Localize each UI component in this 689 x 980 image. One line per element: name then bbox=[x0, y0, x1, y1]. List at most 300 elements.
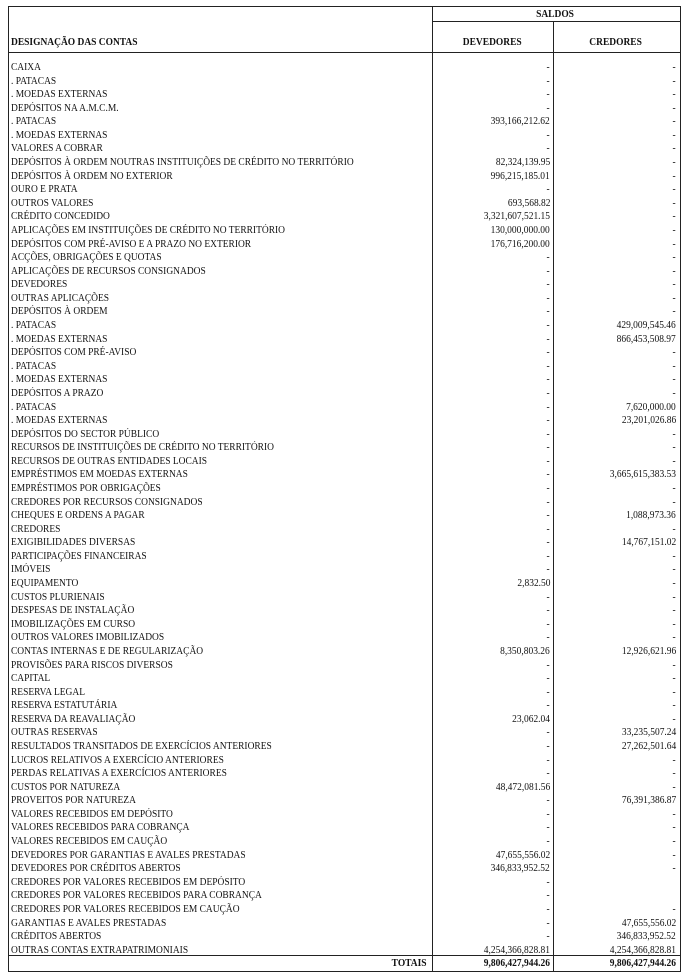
saldos-label: SALDOS bbox=[536, 8, 575, 20]
table-row bbox=[9, 808, 679, 822]
credores-value-cell bbox=[672, 360, 676, 374]
account-name-cell bbox=[11, 672, 57, 686]
credores-value: 1,088,973.36 bbox=[626, 509, 676, 522]
devedores-value-cell bbox=[546, 808, 550, 822]
credores-value: 33,235,507.24 bbox=[621, 726, 676, 739]
account-name-cell bbox=[11, 699, 135, 713]
account-name: . PATACAS bbox=[11, 319, 57, 332]
devedores-value: - bbox=[546, 468, 550, 481]
account-name: . MOEDAS EXTERNAS bbox=[11, 128, 108, 141]
credores-value-cell bbox=[672, 156, 676, 170]
account-name-cell bbox=[11, 835, 193, 849]
devedores-value: - bbox=[546, 807, 550, 820]
devedores-value-cell bbox=[546, 563, 550, 577]
account-name: . PATACAS bbox=[11, 400, 57, 413]
account-name: LUCROS RELATIVOS A EXERCÍCIO ANTERIORES bbox=[11, 753, 224, 766]
devedores-value: - bbox=[546, 604, 550, 617]
table-row bbox=[9, 129, 679, 143]
devedores-label: DEVEDORES bbox=[463, 36, 522, 48]
account-name-cell bbox=[11, 333, 123, 347]
credores-value-cell bbox=[672, 659, 676, 673]
credores-value: - bbox=[672, 373, 676, 386]
credores-value-cell bbox=[618, 509, 676, 523]
credores-value-cell bbox=[613, 414, 676, 428]
devedores-value: - bbox=[546, 183, 550, 196]
credores-value-cell bbox=[672, 550, 676, 564]
credores-value: - bbox=[672, 604, 676, 617]
table-row bbox=[9, 373, 679, 387]
devedores-value-cell bbox=[546, 455, 550, 469]
account-name: PERDAS RELATIVAS A EXERCÍCIOS ANTERIORES bbox=[11, 767, 227, 780]
credores-value: - bbox=[672, 183, 676, 196]
table-row bbox=[9, 333, 679, 347]
credores-value: - bbox=[672, 346, 676, 359]
devedores-value: - bbox=[546, 658, 550, 671]
table-row bbox=[9, 183, 679, 197]
account-name-cell bbox=[11, 346, 157, 360]
devedores-value-cell bbox=[546, 468, 550, 482]
balance-sheet-table bbox=[8, 6, 681, 972]
credores-value: - bbox=[672, 712, 676, 725]
account-name-cell bbox=[11, 319, 64, 333]
credores-value: - bbox=[672, 631, 676, 644]
credores-value: - bbox=[672, 359, 676, 372]
credores-value-cell bbox=[613, 645, 676, 659]
table-row bbox=[9, 726, 679, 740]
header-divider bbox=[432, 21, 680, 22]
credores-value: - bbox=[672, 196, 676, 209]
account-name-cell bbox=[11, 75, 64, 89]
table-row bbox=[9, 88, 679, 102]
devedores-value-cell bbox=[546, 767, 550, 781]
account-name-cell bbox=[11, 930, 116, 944]
credores-value-cell bbox=[672, 115, 676, 129]
devedores-value-cell bbox=[546, 346, 550, 360]
account-name-cell bbox=[11, 686, 97, 700]
account-name-cell bbox=[11, 604, 154, 618]
account-name: . MOEDAS EXTERNAS bbox=[11, 88, 108, 101]
table-row bbox=[9, 441, 679, 455]
account-name-cell bbox=[11, 224, 330, 238]
devedores-value-cell bbox=[546, 441, 550, 455]
account-name-cell bbox=[11, 876, 283, 890]
credores-value: 3,665,615,383.53 bbox=[609, 468, 676, 481]
credores-value-cell bbox=[672, 821, 676, 835]
devedores-value-cell bbox=[546, 835, 550, 849]
account-name-cell bbox=[11, 726, 112, 740]
credores-value: - bbox=[672, 862, 676, 875]
credores-value-cell bbox=[672, 428, 676, 442]
credores-value: 27,262,501.64 bbox=[621, 740, 676, 752]
account-name: CREDORES POR RECURSOS CONSIGNADOS bbox=[11, 495, 203, 508]
account-name-cell bbox=[11, 577, 89, 591]
devedores-value-cell bbox=[506, 713, 550, 727]
devedores-value: - bbox=[546, 902, 550, 915]
table-row bbox=[9, 387, 679, 401]
devedores-value-cell bbox=[546, 550, 550, 564]
credores-value: - bbox=[672, 767, 676, 780]
devedores-value-cell bbox=[546, 536, 550, 550]
account-name: APLICAÇÕES DE RECURSOS CONSIGNADOS bbox=[11, 264, 206, 277]
account-name-cell bbox=[11, 360, 64, 374]
credores-value-cell bbox=[672, 713, 676, 727]
table-row bbox=[9, 889, 679, 903]
devedores-value: - bbox=[546, 835, 550, 848]
account-name: VALORES A COBRAR bbox=[11, 142, 103, 155]
credores-value-cell bbox=[607, 333, 676, 347]
credores-value-cell bbox=[672, 346, 676, 360]
table-row bbox=[9, 781, 679, 795]
devedores-value: - bbox=[546, 509, 550, 522]
credores-value-cell bbox=[672, 686, 676, 700]
credores-value-cell bbox=[613, 794, 676, 808]
devedores-value: - bbox=[546, 251, 550, 264]
account-name: RESERVA DA REAVALIAÇÃO bbox=[11, 712, 136, 725]
account-name: CUSTOS POR NATUREZA bbox=[11, 780, 121, 793]
account-name-cell bbox=[11, 550, 169, 564]
credores-value-cell bbox=[672, 672, 676, 686]
credores-value-cell bbox=[672, 210, 676, 224]
account-name: DEPÓSITOS COM PRÉ-AVISO E A PRAZO NO EXTERIOR bbox=[11, 237, 252, 250]
account-name-cell bbox=[11, 156, 409, 170]
credores-value: - bbox=[672, 577, 676, 590]
devedores-value: 23,062.04 bbox=[512, 712, 550, 725]
account-name-cell bbox=[11, 808, 199, 822]
devedores-value: - bbox=[546, 359, 550, 372]
account-name: EMPRÉSTIMOS EM MOEDAS EXTERNAS bbox=[11, 468, 188, 481]
credores-value-cell bbox=[672, 767, 676, 781]
devedores-value: - bbox=[546, 794, 550, 807]
credores-value-cell bbox=[599, 468, 676, 482]
devedores-value-cell bbox=[546, 305, 550, 319]
table-row bbox=[9, 401, 679, 415]
devedores-value-cell bbox=[492, 645, 550, 659]
devedores-value-cell bbox=[546, 917, 550, 931]
table-row bbox=[9, 278, 679, 292]
account-name-cell bbox=[11, 142, 118, 156]
devedores-value-cell bbox=[487, 156, 550, 170]
table-row bbox=[9, 618, 679, 632]
account-name-cell bbox=[11, 523, 68, 537]
devedores-value: - bbox=[546, 264, 550, 277]
account-name: CHEQUES E ORDENS A PAGAR bbox=[11, 509, 145, 522]
credores-value-cell bbox=[613, 536, 676, 550]
credores-value-cell bbox=[672, 373, 676, 387]
devedores-value-cell bbox=[546, 591, 550, 605]
devedores-value: 346,833,952.52 bbox=[490, 862, 550, 875]
credores-value: - bbox=[672, 902, 676, 915]
credores-value: - bbox=[672, 699, 676, 712]
credores-value: - bbox=[672, 441, 676, 454]
devedores-value-cell bbox=[481, 862, 550, 876]
account-name: VALORES RECEBIDOS PARA COBRANÇA bbox=[11, 821, 190, 834]
credores-value-cell bbox=[672, 441, 676, 455]
credores-value-cell bbox=[672, 903, 676, 917]
credores-value: - bbox=[672, 481, 676, 494]
credores-value: 47,655,556.02 bbox=[621, 916, 676, 929]
account-name-cell bbox=[11, 618, 155, 632]
totals-devedores bbox=[473, 957, 550, 971]
totals-label bbox=[386, 957, 427, 971]
account-name: OUTROS VALORES IMOBILIZADOS bbox=[11, 631, 165, 644]
credores-value-cell bbox=[672, 197, 676, 211]
devedores-value: - bbox=[546, 740, 550, 752]
credores-value-cell bbox=[613, 917, 676, 931]
devedores-value: 4,254,366,828.81 bbox=[483, 943, 550, 956]
table-row bbox=[9, 903, 679, 917]
devedores-value: - bbox=[546, 753, 550, 766]
account-name: EXIGIBILIDADES DIVERSAS bbox=[11, 536, 136, 549]
devedores-value: - bbox=[546, 875, 550, 888]
account-name: DEVEDORES bbox=[11, 278, 68, 291]
credores-value-cell bbox=[672, 482, 676, 496]
table-row bbox=[9, 740, 679, 754]
credores-value: - bbox=[672, 821, 676, 834]
saldos-header bbox=[432, 8, 679, 20]
table-row bbox=[9, 713, 679, 727]
devedores-value-cell bbox=[546, 482, 550, 496]
devedores-value: 693,568.82 bbox=[507, 196, 550, 209]
credores-value-cell bbox=[672, 618, 676, 632]
devedores-value: - bbox=[546, 454, 550, 467]
account-name-cell bbox=[11, 102, 136, 116]
account-name-cell bbox=[11, 441, 317, 455]
account-name-cell bbox=[11, 794, 156, 808]
devedores-value-cell bbox=[546, 876, 550, 890]
account-name: OUTRAS APLICAÇÕES bbox=[11, 291, 110, 304]
account-name: IMOBILIZAÇÕES EM CURSO bbox=[11, 617, 136, 630]
devedores-value: 2,832.50 bbox=[516, 577, 550, 590]
devedores-value-cell bbox=[512, 577, 551, 591]
devedores-value-cell bbox=[546, 930, 550, 944]
devedores-value-cell bbox=[546, 496, 550, 510]
table-row bbox=[9, 672, 679, 686]
credores-value: - bbox=[672, 835, 676, 848]
table-row bbox=[9, 265, 679, 279]
table-row bbox=[9, 876, 679, 890]
account-name: OUTROS VALORES bbox=[11, 196, 94, 209]
table-row bbox=[9, 604, 679, 618]
devedores-value: - bbox=[546, 373, 550, 386]
credores-value-cell bbox=[672, 631, 676, 645]
account-name: VALORES RECEBIDOS EM CAUÇÃO bbox=[11, 835, 168, 848]
devedores-value: - bbox=[546, 128, 550, 141]
account-name: GARANTIAS E AVALES PRESTADAS bbox=[11, 916, 167, 929]
devedores-value-cell bbox=[487, 849, 550, 863]
credores-label: CREDORES bbox=[589, 36, 643, 48]
account-name-cell bbox=[11, 482, 185, 496]
devedores-value: 176,716,200.00 bbox=[490, 237, 550, 250]
credores-value: - bbox=[672, 101, 676, 114]
devedores-value: - bbox=[546, 319, 550, 332]
credores-value: - bbox=[672, 237, 676, 250]
devedores-value: - bbox=[546, 74, 550, 87]
devedores-value-cell bbox=[481, 115, 550, 129]
account-name: DEPÓSITOS NA A.M.C.M. bbox=[11, 101, 119, 114]
devedores-value: 48,472,081.56 bbox=[495, 780, 550, 793]
devedores-value-cell bbox=[473, 944, 550, 958]
account-name: ACÇÕES, OBRIGAÇÕES E QUOTAS bbox=[11, 251, 162, 264]
account-name-cell bbox=[11, 115, 64, 129]
account-name: OURO E PRATA bbox=[11, 183, 78, 196]
account-name-cell bbox=[11, 536, 156, 550]
table-row bbox=[9, 210, 679, 224]
table-row bbox=[9, 292, 679, 306]
account-name: CREDORES POR VALORES RECEBIDOS EM DEPÓSITO bbox=[11, 875, 246, 888]
credores-value-cell bbox=[672, 849, 676, 863]
credores-value-cell bbox=[672, 754, 676, 768]
table-row bbox=[9, 360, 679, 374]
devedores-value: - bbox=[546, 427, 550, 440]
account-name-cell bbox=[11, 849, 284, 863]
credores-value: 12,926,621.96 bbox=[621, 644, 676, 657]
account-name: RECURSOS DE OUTRAS ENTIDADES LOCAIS bbox=[11, 454, 208, 467]
account-name: CUSTOS PLURIENAIS bbox=[11, 590, 105, 603]
devedores-value: - bbox=[546, 631, 550, 644]
account-name: CREDORES POR VALORES RECEBIDOS EM CAUÇÃO bbox=[11, 902, 240, 915]
devedores-value: - bbox=[546, 590, 550, 603]
account-name-cell bbox=[11, 292, 125, 306]
credores-value: - bbox=[672, 61, 676, 73]
credores-value: - bbox=[672, 142, 676, 155]
account-name-cell bbox=[11, 659, 199, 673]
credores-value-cell bbox=[672, 496, 676, 510]
devedores-value: - bbox=[546, 930, 550, 943]
table-row bbox=[9, 563, 679, 577]
table-row bbox=[9, 631, 679, 645]
table-row bbox=[9, 794, 679, 808]
devedores-value-cell bbox=[546, 686, 550, 700]
devedores-value: - bbox=[546, 278, 550, 291]
account-name: DEPÓSITOS À ORDEM NO EXTERIOR bbox=[11, 169, 173, 182]
devedores-value: - bbox=[546, 88, 550, 101]
table-row bbox=[9, 428, 679, 442]
devedores-value-cell bbox=[546, 726, 550, 740]
devedores-value: - bbox=[546, 699, 550, 712]
credores-value: - bbox=[672, 278, 676, 291]
account-name-cell bbox=[11, 305, 123, 319]
devedores-value: - bbox=[546, 522, 550, 535]
devedores-value-cell bbox=[473, 210, 550, 224]
credores-value-cell bbox=[672, 75, 676, 89]
credores-value: - bbox=[672, 658, 676, 671]
table-row bbox=[9, 102, 679, 116]
credores-value-cell bbox=[618, 401, 676, 415]
credores-value: 14,767,151.02 bbox=[621, 536, 676, 549]
account-name-cell bbox=[11, 401, 64, 415]
credores-value-cell bbox=[672, 305, 676, 319]
devedores-value: - bbox=[546, 305, 550, 318]
devedores-value-cell bbox=[546, 387, 550, 401]
account-name-cell bbox=[11, 414, 123, 428]
devedores-value-cell bbox=[546, 699, 550, 713]
account-name: EQUIPAMENTO bbox=[11, 577, 79, 590]
totals-credores bbox=[599, 957, 676, 971]
table-row bbox=[9, 862, 679, 876]
devedores-value-cell bbox=[546, 333, 550, 347]
devedores-value-cell bbox=[546, 740, 550, 754]
credores-value-cell bbox=[672, 61, 676, 75]
table-row bbox=[9, 686, 679, 700]
devedores-value-cell bbox=[546, 265, 550, 279]
credores-value: 4,254,366,828.81 bbox=[609, 943, 676, 956]
devedores-value: - bbox=[546, 916, 550, 929]
account-name-cell bbox=[11, 238, 290, 252]
account-name: DESPESAS DE INSTALAÇÃO bbox=[11, 604, 135, 617]
credores-value: 429,009,545.46 bbox=[616, 319, 676, 332]
account-name: CRÉDITO CONCEDIDO bbox=[11, 210, 110, 223]
devedores-value: 82,324,139.95 bbox=[495, 156, 550, 169]
credores-value: - bbox=[672, 563, 676, 576]
account-name-cell bbox=[11, 563, 57, 577]
table-row bbox=[9, 944, 679, 958]
credores-value: - bbox=[672, 88, 676, 101]
account-name-cell bbox=[11, 197, 107, 211]
credores-value-cell bbox=[672, 862, 676, 876]
devedores-value: - bbox=[546, 821, 550, 834]
credores-value-cell bbox=[672, 224, 676, 238]
account-name-cell bbox=[11, 645, 234, 659]
credores-value: - bbox=[672, 590, 676, 603]
credores-value-cell bbox=[672, 577, 676, 591]
devedores-value-cell bbox=[546, 889, 550, 903]
table-row bbox=[9, 591, 679, 605]
devedores-value: - bbox=[546, 61, 550, 73]
devedores-value-cell bbox=[546, 794, 550, 808]
credores-value-cell bbox=[672, 808, 676, 822]
account-name-cell bbox=[11, 917, 192, 931]
credores-value: - bbox=[672, 617, 676, 630]
devedores-value: - bbox=[546, 889, 550, 902]
devedores-value: 8,350,803.26 bbox=[500, 644, 550, 657]
devedores-value-cell bbox=[501, 197, 551, 211]
account-name: CREDORES bbox=[11, 522, 61, 535]
devedores-value-cell bbox=[546, 659, 550, 673]
credores-header bbox=[553, 36, 679, 48]
table-row bbox=[9, 767, 679, 781]
table-row bbox=[9, 455, 679, 469]
header-divider bbox=[9, 52, 680, 53]
credores-value-cell bbox=[599, 944, 676, 958]
credores-value: - bbox=[672, 780, 676, 793]
credores-value-cell bbox=[672, 183, 676, 197]
table-row bbox=[9, 849, 679, 863]
account-name: PROVEITOS POR NATUREZA bbox=[11, 794, 136, 807]
account-name: DEVEDORES POR CRÉDITOS ABERTOS bbox=[11, 862, 181, 875]
account-name: DEPÓSITOS À ORDEM NOUTRAS INSTITUIÇÕES DE CRÉDITO NO TERRITÓRIO bbox=[11, 156, 354, 169]
devedores-value: - bbox=[546, 726, 550, 739]
account-name-cell bbox=[11, 373, 123, 387]
table-row bbox=[9, 346, 679, 360]
account-name-cell bbox=[11, 781, 138, 795]
credores-value-cell bbox=[672, 251, 676, 265]
account-name: CONTAS INTERNAS E DE REGULARIZAÇÃO bbox=[11, 644, 204, 657]
devedores-header bbox=[432, 36, 553, 48]
credores-value: 346,833,952.52 bbox=[616, 930, 676, 943]
account-name-cell bbox=[11, 767, 262, 781]
devedores-value-cell bbox=[546, 401, 550, 415]
credores-value-cell bbox=[672, 699, 676, 713]
account-name: DEVEDORES POR GARANTIAS E AVALES PRESTADAS bbox=[11, 848, 246, 861]
credores-value: - bbox=[672, 685, 676, 698]
devedores-value: - bbox=[546, 672, 550, 685]
account-name-cell bbox=[11, 713, 156, 727]
devedores-value-cell bbox=[546, 821, 550, 835]
account-name-cell bbox=[11, 88, 123, 102]
totals-devedores-value: 9,806,427,944.26 bbox=[483, 957, 550, 969]
credores-value: - bbox=[672, 522, 676, 535]
devedores-value: - bbox=[546, 332, 550, 345]
